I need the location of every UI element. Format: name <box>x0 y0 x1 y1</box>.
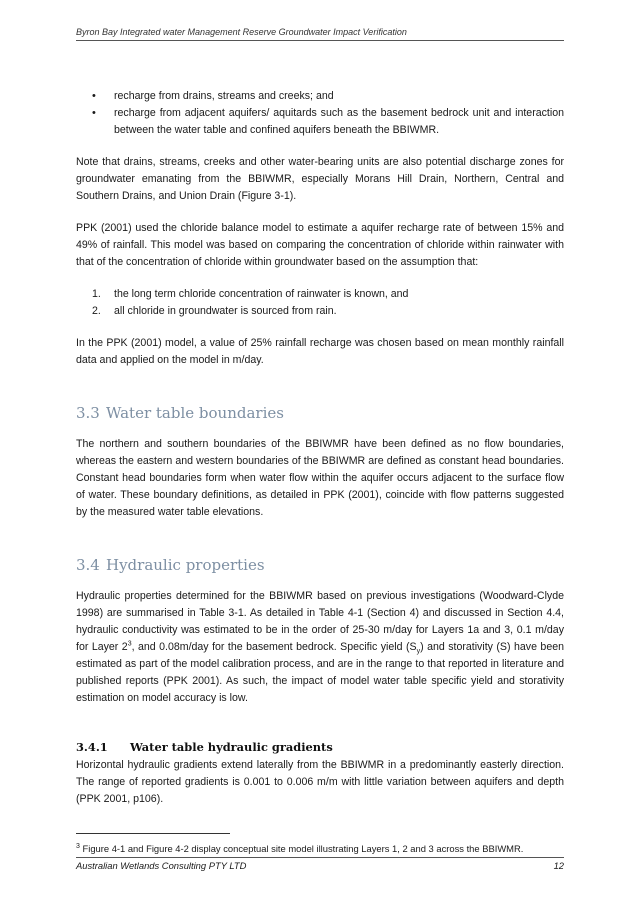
section-number: 3.3 <box>76 404 100 422</box>
footnote-reference[interactable]: 3 <box>127 640 132 648</box>
discharge-note-paragraph: Note that drains, streams, creeks and other water-bearing units are also potential discharge zones for groundwater emanating from the BBIWMR, especially Morans Hill Drain, Northern, Central and Southern Drains, and Union Drain (Figure 3-1). <box>76 156 564 202</box>
assumption-list <box>76 286 564 320</box>
list-item <box>76 105 564 139</box>
hydraulic-properties-paragraph <box>76 588 564 707</box>
hydraulic-gradients-paragraph: Horizontal hydraulic gradients extend laterally from the BBIWMR in a predominantly easterly direction. The range of reported gradients is 0.001 to 0.006 m/m with little variation between aquifers and depth (PPK 2001, p106). <box>76 759 564 805</box>
paragraph-text: Hydraulic properties determined for the BBIWMR based on previous investigations (Woodward-Clyde 1998) are summarised in Table 3-1. As detailed in Table 4-1 (Section 4) and discussed in Section 4.4, hydraulic conductivity was estimated to be in the order of 25-30 m/day for Layers 1a and 3, 0.1 m/day for Layer 2 <box>76 590 564 653</box>
footnote-marker: 3 <box>76 842 80 850</box>
paragraph-text: ) and storativity (S) have been estimated as part of the model calibration process, and are in the range to that reported in literature and published reports (PPK 2001). As such, the impact of model water table specific yield and storativity estimation on model accuracy is low. <box>76 641 564 704</box>
footnote <box>76 843 564 854</box>
bullet-icon: • <box>92 90 96 102</box>
boundaries-paragraph: The northern and southern boundaries of the BBIWMR have been defined as no flow boundaries, whereas the eastern and western boundaries of the BBIWMR are defined as constant head boundaries. Constant head boundaries form when water flow within the aquifer occurs adjacent to the surface flow of water. These boundary definitions, as detailed in PPK (2001), coincide with flow patterns suggested by the measured water table elevations. <box>76 438 564 518</box>
list-item <box>76 88 564 105</box>
section-heading-3-3 <box>76 403 564 423</box>
bullet-text: recharge from adjacent aquifers/ aquitards such as the basement bedrock unit and interaction between the water table and confined aquifers beneath the BBIWMR. <box>114 107 564 136</box>
footnote-rule <box>76 833 230 834</box>
footnote-text: Figure 4-1 and Figure 4-2 display conceptual site model illustrating Layers 1, 2 and 3 across the BBIWMR. <box>79 843 524 854</box>
running-header: Byron Bay Integrated water Management Reserve Groundwater Impact Verification <box>76 27 407 37</box>
section-title: Water table boundaries <box>106 404 284 422</box>
list-item-text: the long term chloride concentration of rainwater is known, and <box>114 288 409 300</box>
ppk-model-paragraph: In the PPK (2001) model, a value of 25% rainfall recharge was chosen based on mean monthly rainfall data and applied on the model in m/day. <box>76 337 564 366</box>
section-number: 3.4.1 <box>76 740 108 754</box>
list-item <box>76 303 564 320</box>
section-title: Water table hydraulic gradients <box>130 740 333 754</box>
page-number: 12 <box>553 860 564 871</box>
subscript: y <box>416 648 421 656</box>
bullet-icon: • <box>92 107 96 119</box>
list-number: 1. <box>92 288 101 300</box>
header-rule <box>76 40 564 41</box>
chloride-intro-paragraph: PPK (2001) used the chloride balance model to estimate a aquifer recharge rate of between 15% and 49% of rainfall. This model was based on comparing the concentration of chloride within rainwater with that of the concentration of chloride within groundwater based on the assumption that: <box>76 222 564 268</box>
section-number: 3.4 <box>76 556 100 574</box>
list-item-text: all chloride in groundwater is sourced from rain. <box>114 305 337 317</box>
paragraph-text: , and 0.08m/day for the basement bedrock. Specific yield (S <box>131 641 417 653</box>
bullet-text: recharge from drains, streams and creeks; and <box>114 90 334 102</box>
footer-company: Australian Wetlands Consulting PTY LTD <box>76 860 247 871</box>
section-heading-3-4 <box>76 555 564 575</box>
recharge-bullet-list <box>76 88 564 139</box>
list-item <box>76 286 564 303</box>
footer-rule <box>76 857 564 858</box>
subsection-heading-3-4-1 <box>76 739 564 756</box>
list-number: 2. <box>92 305 101 317</box>
section-title: Hydraulic properties <box>106 556 265 574</box>
page-content <box>76 88 564 808</box>
